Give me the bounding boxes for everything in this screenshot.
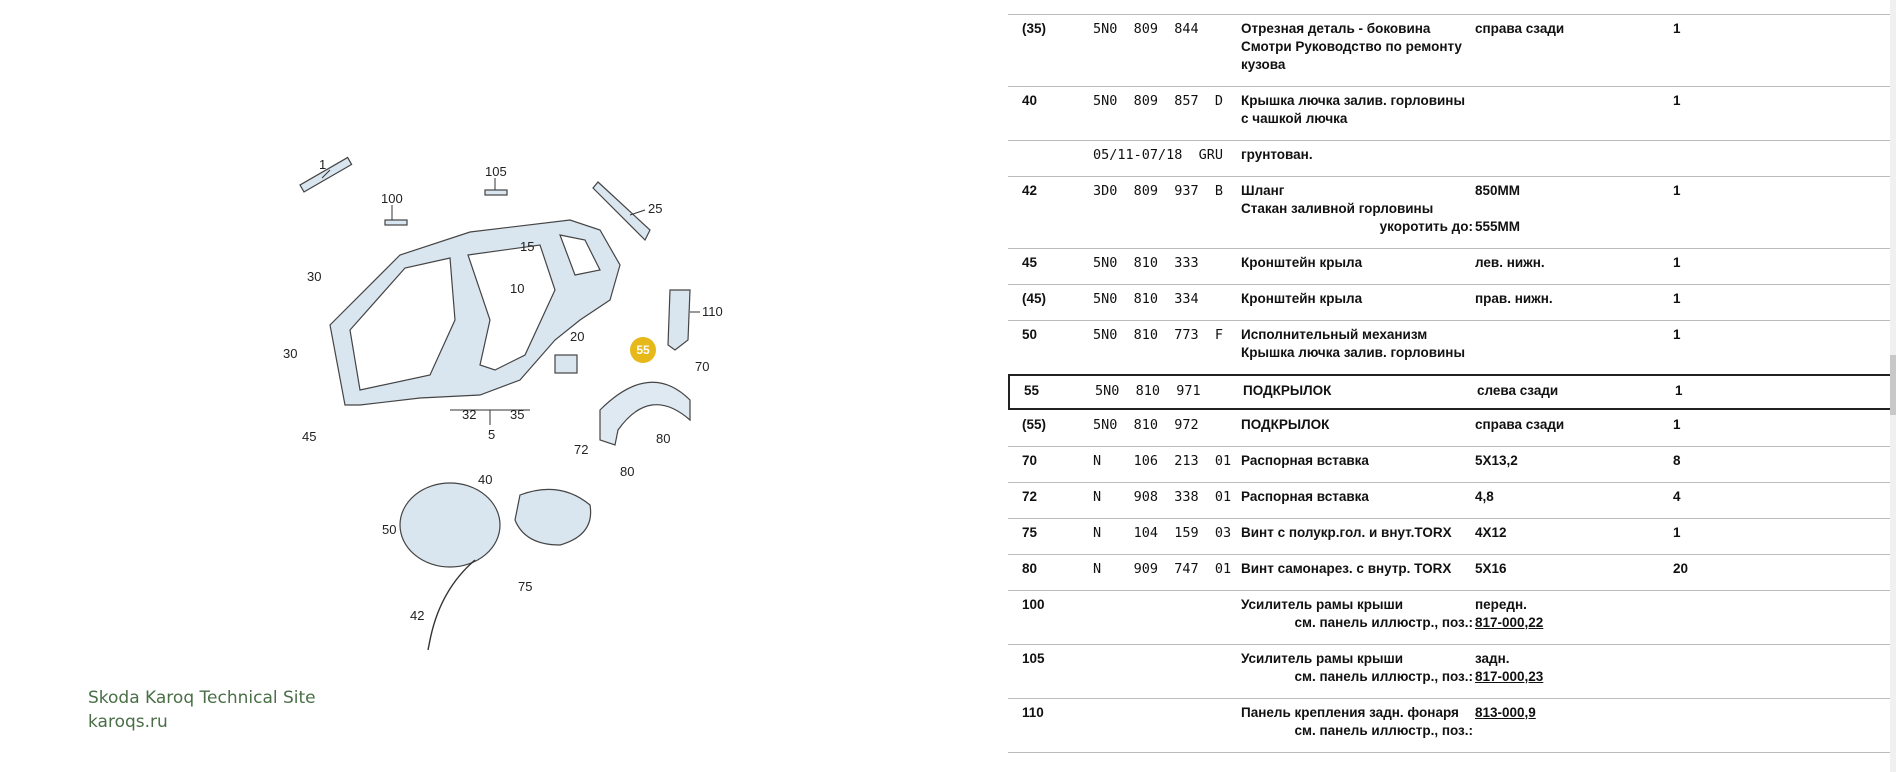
row-description: Винт с полукр.гол. и внут.TORX — [1241, 525, 1452, 540]
part-100-shape — [385, 220, 407, 225]
table-row[interactable] — [1008, 410, 1890, 447]
row-note — [1475, 596, 1675, 632]
row-note: 4X12 — [1475, 525, 1507, 540]
brand-title: Skoda Karoq Technical Site — [88, 688, 316, 708]
parts-table — [1008, 0, 1896, 772]
row-illustration-link[interactable]: 813-000,9 — [1475, 705, 1536, 720]
row-description — [1241, 704, 1473, 740]
row-desc-right: укоротить до: — [1379, 219, 1473, 234]
table-row[interactable] — [1008, 14, 1890, 87]
row-quantity: 1 — [1673, 183, 1681, 198]
brand-url: karoqs.ru — [88, 712, 168, 732]
row-part-number: 5N0 809 857 D — [1093, 93, 1224, 109]
row-quantity: 1 — [1673, 21, 1681, 36]
row-part-number: 05/11-07/18 GRU — [1093, 147, 1224, 163]
row-part-number: N 106 213 01 — [1093, 453, 1232, 469]
row-description: ПОДКРЫЛОК — [1243, 383, 1332, 398]
callout-35: 35 — [510, 407, 525, 422]
table-row[interactable] — [1008, 446, 1890, 483]
row-part-number: 5N0 810 972 — [1093, 417, 1199, 433]
row-description: Крышка лючка залив. горловины с чашкой лючка — [1241, 93, 1465, 126]
row-position: (55) — [1022, 417, 1047, 432]
row-note: слева сзади — [1477, 383, 1559, 398]
row-desc-line: Крышка лючка залив. горловины — [1241, 345, 1465, 360]
row-position: 50 — [1022, 327, 1038, 342]
row-desc-line: Панель крепления задн. фонаря — [1241, 705, 1459, 720]
row-note-value: 850MM — [1475, 183, 1521, 198]
row-description: ПОДКРЫЛОК — [1241, 417, 1330, 432]
row-position: 55 — [1024, 383, 1040, 398]
callout-105: 105 — [485, 164, 507, 179]
part-50-shape — [400, 483, 500, 567]
row-quantity: 1 — [1673, 255, 1681, 270]
row-description: Распорная вставка — [1241, 489, 1369, 504]
row-quantity: 1 — [1673, 93, 1681, 108]
row-note-value: передн. — [1475, 597, 1527, 612]
row-position: 100 — [1022, 597, 1045, 612]
row-note: 5X16 — [1475, 561, 1507, 576]
callout-100: 100 — [381, 191, 403, 206]
row-description: Кронштейн крыла — [1241, 255, 1363, 270]
table-row[interactable] — [1008, 698, 1890, 753]
brand-watermark — [88, 686, 316, 734]
table-row[interactable] — [1008, 284, 1890, 321]
row-quantity: 1 — [1673, 417, 1681, 432]
table-row-selected[interactable] — [1008, 374, 1892, 410]
row-part-number: 5N0 809 844 — [1093, 21, 1199, 37]
row-position: 42 — [1022, 183, 1038, 198]
row-desc-line: Стакан заливной горловины — [1241, 201, 1434, 216]
table-row[interactable] — [1008, 554, 1890, 591]
row-part-number: 5N0 810 773 F — [1093, 327, 1224, 343]
row-note: прав. нижн. — [1475, 291, 1553, 306]
row-description — [1241, 650, 1473, 686]
row-desc-right: см. панель иллюстр., поз.: — [1294, 723, 1473, 738]
row-note-value: задн. — [1475, 651, 1510, 666]
part-42-shape — [428, 560, 475, 650]
row-quantity: 1 — [1673, 291, 1681, 306]
row-desc-line: Усилитель рамы крыши — [1241, 651, 1404, 666]
table-top-border — [1008, 0, 1896, 15]
row-description: Кронштейн крыла — [1241, 291, 1363, 306]
part-20-shape — [555, 355, 577, 373]
row-desc-right: см. панель иллюстр., поз.: — [1294, 615, 1473, 630]
callout-70: 70 — [695, 359, 710, 374]
callout-55-highlight[interactable]: 55 — [630, 337, 656, 363]
row-description — [1241, 326, 1473, 362]
row-note: 5X13,2 — [1475, 453, 1518, 468]
row-position: 72 — [1022, 489, 1038, 504]
table-row[interactable] — [1008, 86, 1890, 141]
row-desc-line: Шланг — [1241, 183, 1285, 198]
row-position: (45) — [1022, 291, 1047, 306]
table-row[interactable] — [1008, 140, 1890, 177]
row-quantity: 4 — [1673, 489, 1681, 504]
row-part-number: 5N0 810 333 — [1093, 255, 1199, 271]
row-part-number: 5N0 810 334 — [1093, 291, 1199, 307]
row-quantity: 1 — [1675, 383, 1683, 398]
row-position: 45 — [1022, 255, 1038, 270]
row-desc-line: Усилитель рамы крыши — [1241, 597, 1404, 612]
part-40-shape — [515, 489, 591, 545]
callout-75: 75 — [518, 579, 533, 594]
row-note — [1475, 650, 1675, 686]
callout-1: 1 — [319, 157, 327, 172]
table-row[interactable] — [1008, 482, 1890, 519]
row-desc-line: Отрезная деталь - боковина — [1241, 21, 1431, 36]
row-note: справа сзади — [1475, 417, 1565, 432]
scrollbar-thumb[interactable] — [1890, 355, 1896, 415]
callout-10: 10 — [510, 281, 525, 296]
callout-30-top: 30 — [307, 269, 322, 284]
table-row[interactable] — [1008, 248, 1890, 285]
callout-45: 45 — [302, 429, 317, 444]
row-part-number: N 908 338 01 — [1093, 489, 1232, 505]
callout-40: 40 — [478, 472, 493, 487]
row-position: (35) — [1022, 21, 1047, 36]
row-position: 80 — [1022, 561, 1038, 576]
row-description: Винт самонарез. с внутр. TORX — [1241, 561, 1452, 576]
row-note-value-2: 555MM — [1475, 219, 1521, 234]
row-description — [1241, 596, 1473, 632]
table-row[interactable] — [1008, 518, 1890, 555]
row-note: справа сзади — [1475, 21, 1565, 36]
callout-5: 5 — [488, 427, 496, 442]
table-row[interactable] — [1008, 176, 1890, 249]
callout-80-bottom: 80 — [620, 464, 635, 479]
row-desc-line: Исполнительный механизм — [1241, 327, 1428, 342]
table-row[interactable] — [1008, 320, 1890, 375]
row-part-number: 5N0 810 971 — [1095, 383, 1201, 399]
part-105-shape — [485, 190, 507, 195]
row-position: 75 — [1022, 525, 1038, 540]
row-illustration-link[interactable]: 817-000,23 — [1475, 669, 1544, 684]
callout-20: 20 — [570, 329, 585, 344]
callout-80-right: 80 — [656, 431, 671, 446]
row-note: лев. нижн. — [1475, 255, 1545, 270]
row-quantity: 20 — [1673, 561, 1689, 576]
row-part-number: N 909 747 01 — [1093, 561, 1232, 577]
callout-15: 15 — [520, 239, 535, 254]
row-desc-line: Смотри Руководство по ремонту кузова — [1241, 39, 1462, 72]
row-quantity: 1 — [1673, 327, 1681, 342]
row-part-number: N 104 159 03 — [1093, 525, 1232, 541]
table-row[interactable] — [1008, 590, 1890, 645]
row-description: Распорная вставка — [1241, 453, 1369, 468]
part-110-shape — [668, 290, 690, 350]
row-description — [1241, 182, 1473, 236]
row-position: 105 — [1022, 651, 1045, 666]
callout-25: 25 — [648, 201, 663, 216]
row-note — [1475, 182, 1675, 236]
callout-72: 72 — [574, 442, 589, 457]
row-quantity: 1 — [1673, 525, 1681, 540]
row-desc-right: см. панель иллюстр., поз.: — [1294, 669, 1473, 684]
row-quantity: 8 — [1673, 453, 1681, 468]
row-part-number: 3D0 809 937 B — [1093, 183, 1224, 199]
callout-110: 110 — [702, 304, 723, 319]
row-note — [1475, 704, 1675, 722]
row-note: 4,8 — [1475, 489, 1494, 504]
row-position: 70 — [1022, 453, 1038, 468]
row-illustration-link[interactable]: 817-000,22 — [1475, 615, 1544, 630]
callout-30-bottom: 30 — [283, 346, 298, 361]
row-position: 110 — [1022, 705, 1044, 720]
callout-32: 32 — [462, 407, 477, 422]
callout-50: 50 — [382, 522, 397, 537]
callout-42: 42 — [410, 608, 425, 623]
part-55-shape — [600, 382, 690, 445]
row-position: 40 — [1022, 93, 1038, 108]
row-description — [1241, 20, 1473, 74]
row-description: грунтован. — [1241, 147, 1313, 162]
table-row[interactable] — [1008, 644, 1890, 699]
